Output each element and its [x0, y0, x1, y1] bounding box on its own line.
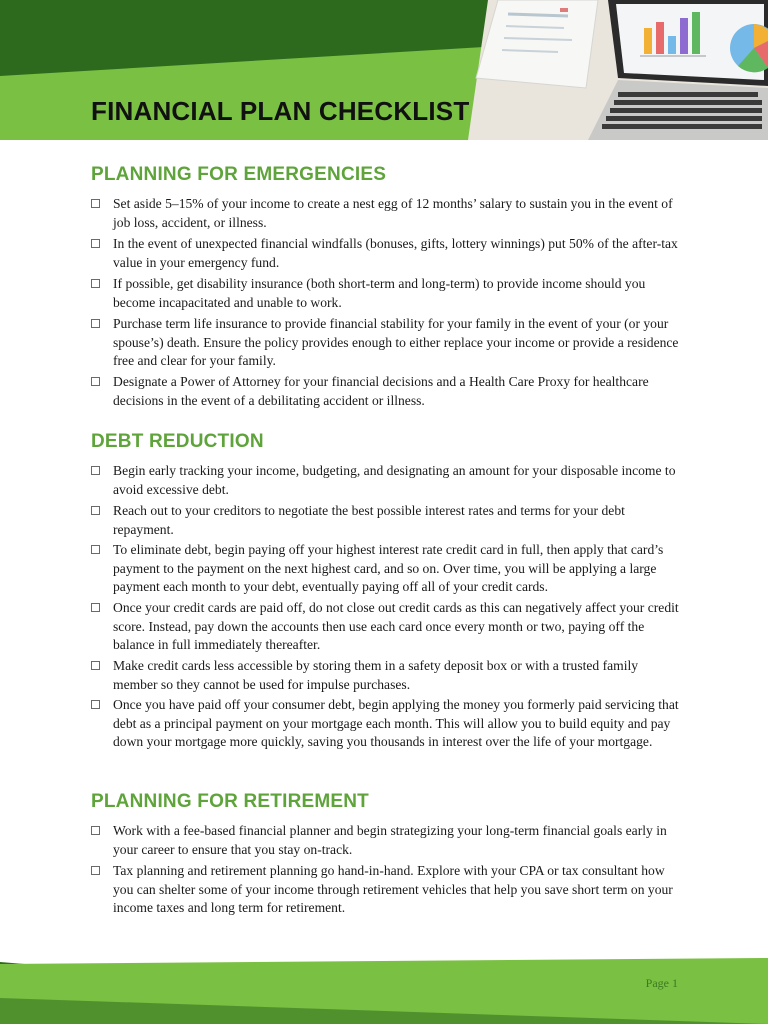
checklist-item-text: Reach out to your creditors to negotiate the best possible interest rates and terms for your debt repayment.	[113, 503, 625, 537]
checkbox-icon[interactable]	[91, 466, 100, 475]
checklist-item-text: To eliminate debt, begin paying off your highest interest rate credit card in full, then apply that card’s payment to the payment on the next highest card, and so on. Over time, you will be applying a large payment each month to your debt, eventually paying off all of your credit cards.	[113, 542, 664, 594]
checklist-item[interactable]	[91, 862, 691, 918]
checklist-item-text: Once you have paid off your consumer debt, begin applying the money you formerly paid servicing that debt as a principal payment on your mortgage each month. This will allow you to build equity and pay down your mortgage more quickly, saving you thousands in interest over the life of your mortgage.	[113, 697, 679, 749]
checklist-item-text: Purchase term life insurance to provide financial stability for your family in the event of your (or your spouse’s) death. Ensure the policy provides enough to either replace your income or provide a residence free and clear for your family.	[113, 316, 679, 368]
checkbox-icon[interactable]	[91, 506, 100, 515]
checkbox-icon[interactable]	[91, 700, 100, 709]
checkbox-icon[interactable]	[91, 239, 100, 248]
checklist-item-text: Designate a Power of Attorney for your financial decisions and a Health Care Proxy for healthcare decisions in the event of a debilitating accident or illness.	[113, 374, 649, 408]
checkbox-icon[interactable]	[91, 545, 100, 554]
page-title: FINANCIAL PLAN CHECKLIST	[91, 96, 470, 126]
page-number: Page 1	[645, 976, 678, 990]
checklist-item-text: Work with a fee-based financial planner and begin strategizing your long-term financial goals early in your career to ensure that you stay on-track.	[113, 823, 667, 857]
checklist-item-text: Set aside 5–15% of your income to create a nest egg of 12 months’ salary to sustain you in the event of job loss, accident, or illness.	[113, 196, 673, 230]
checklist-item[interactable]	[91, 599, 691, 655]
checklist-item[interactable]	[91, 195, 691, 232]
checklist-item[interactable]	[91, 541, 691, 597]
checklist-item[interactable]	[91, 502, 691, 539]
checklist-item-text: In the event of unexpected financial windfalls (bonuses, gifts, lottery winnings) put 50% of the after-tax value in your emergency fund.	[113, 236, 678, 270]
checkbox-icon[interactable]	[91, 661, 100, 670]
checkbox-icon[interactable]	[91, 866, 100, 875]
checklist-item[interactable]	[91, 315, 691, 371]
checklist-item[interactable]	[91, 657, 691, 694]
checklist-item-text: Make credit cards less accessible by storing them in a safety deposit box or with a trusted family member so they cannot be used for impulse purchases.	[113, 658, 639, 692]
section-title-emergencies: PLANNING FOR EMERGENCIES	[91, 164, 387, 185]
checklist-item[interactable]	[91, 373, 691, 410]
checkbox-icon[interactable]	[91, 279, 100, 288]
checkbox-icon[interactable]	[91, 377, 100, 386]
checklist-item[interactable]	[91, 696, 691, 752]
page-header	[0, 0, 768, 140]
checklist-item[interactable]	[91, 235, 691, 272]
checklist-item-text: Tax planning and retirement planning go hand-in-hand. Explore with your CPA or tax consultant how you can shelter some of your income through retirement vehicles that help you save short term on your income taxes and long term for retirement.	[113, 863, 673, 915]
checklist-item-text: Begin early tracking your income, budgeting, and designating an amount for your disposable income to avoid excessive debt.	[113, 463, 676, 497]
checklist-item[interactable]	[91, 462, 691, 499]
checkbox-icon[interactable]	[91, 826, 100, 835]
checkbox-icon[interactable]	[91, 319, 100, 328]
checklist-item[interactable]	[91, 822, 691, 859]
checkbox-icon[interactable]	[91, 199, 100, 208]
checklist-item-text: Once your credit cards are paid off, do not close out credit cards as this can negatively affect your credit score. Instead, pay down the accounts then use each card once every month or two, paying off the balance in full immediately thereafter.	[113, 600, 679, 652]
checklist-item[interactable]	[91, 275, 691, 312]
section-title-retirement: PLANNING FOR RETIREMENT	[91, 791, 369, 812]
checklist-item-text: If possible, get disability insurance (both short-term and long-term) to provide income should you become incapacitated and unable to work.	[113, 276, 646, 310]
section-title-debt-reduction: DEBT REDUCTION	[91, 431, 264, 452]
checkbox-icon[interactable]	[91, 603, 100, 612]
laptop-photo	[468, 0, 768, 140]
